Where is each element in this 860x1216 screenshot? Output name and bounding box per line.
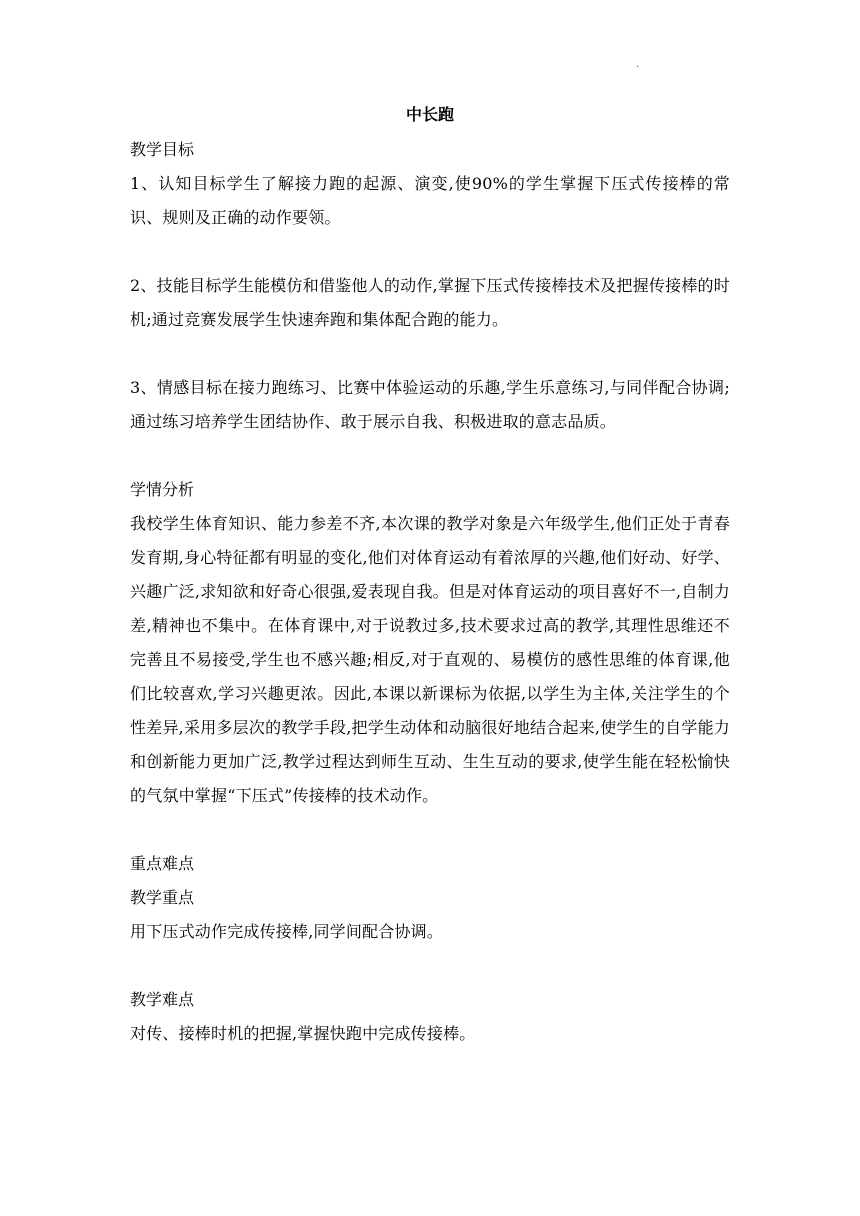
objective-item-3: 3、情感目标在接力跑练习、比赛中体验运动的乐趣,学生乐意练习,与同伴配合协调;通过练习培养学生团结协作、敢于展示自我、积极进取的意志品质。 [130,378,730,431]
focus-body: 用下压式动作完成传接棒,同学间配合协调。 [130,922,444,941]
difficulty-heading: 教学难点 [130,990,195,1009]
page-title: 中长跑 [405,105,454,124]
analysis-body: 我校学生体育知识、能力参差不齐,本次课的教学对象是六年级学生,他们正处于青春发育期,身心特征都有明显的变化,他们对体育运动有着浓厚的兴趣,他们好动、好学、兴趣广泛,求知欲和好奇心很强,爱表现自我。但是对体育运动的项目喜好不一,自制力差,精神也不集中。在体育课中,对于说教过多,技术要求过高的教学,其理性思维还不完善且不易接受,学生也不感兴趣;相反,对于直观的、易模仿的感性思维的体育课,他们比较喜欢,学习兴趣更浓。因此,本课以新课标为依据,以学生为主体,关注学生的个性差异,采用多层次的教学手段,把学生动体和动脑很好地结合起来,使学生的自学能力和创新能力更加广泛,教学过程达到师生互动、生生互动的要求,使学生能在轻松愉快的气氛中掌握“下压式”传接棒的技术动作。 [130,514,730,805]
spacer [130,949,730,983]
difficulty-body: 对传、接棒时机的把握,掌握快跑中完成传接棒。 [130,1024,476,1043]
spacer [130,235,730,269]
spacer [130,337,730,371]
objective-item-2: 2、技能目标学生能模仿和借鉴他人的动作,掌握下压式传接棒技术及把握传接棒的时机;通过竞赛发展学生快速奔跑和集体配合跑的能力。 [130,276,730,329]
objectives-heading: 教学目标 [130,140,195,159]
key-points-heading: 重点难点 [130,854,195,873]
document-body [130,100,730,1051]
objective-item-1: 1、认知目标学生了解接力跑的起源、演变,使90%的学生掌握下压式传接棒的常识、规则及正确的动作要领。 [130,174,730,227]
analysis-heading: 学情分析 [130,480,195,499]
spacer [130,813,730,847]
corner-mark: . [636,59,640,70]
focus-heading: 教学重点 [130,888,195,907]
spacer [130,439,730,473]
